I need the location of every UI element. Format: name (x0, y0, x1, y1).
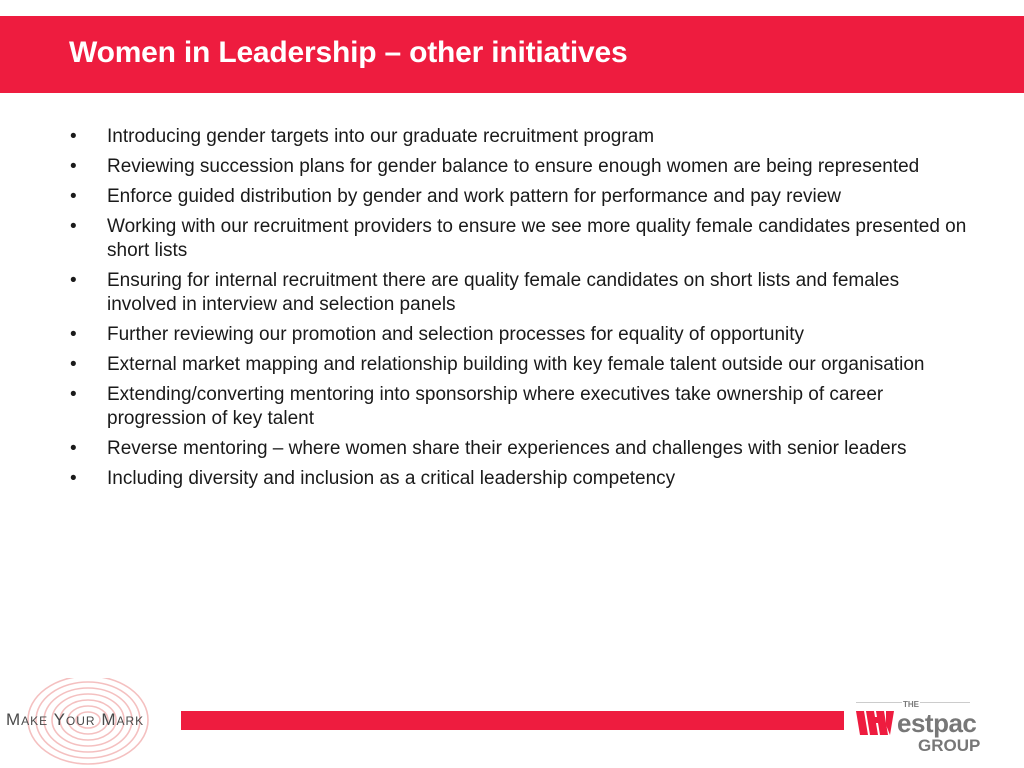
bullet-item (70, 125, 970, 149)
bullet-marker: • (70, 468, 77, 489)
logo-the-text: THE (903, 700, 919, 709)
bullet-item (70, 215, 970, 263)
bullet-marker: • (70, 384, 77, 405)
bullet-marker: • (70, 156, 77, 177)
westpac-w-icon (856, 711, 896, 735)
bullet-text: Extending/converting mentoring into sponsorship where executives take ownership of career progression of key talent (107, 384, 884, 429)
make-your-mark-text (6, 710, 144, 730)
bullet-marker: • (70, 324, 77, 345)
bullet-item (70, 185, 970, 209)
bullet-text: Enforce guided distribution by gender and work pattern for performance and pay review (107, 186, 842, 207)
bullet-marker: • (70, 126, 77, 147)
bullet-text: Introducing gender targets into our graduate recruitment program (107, 126, 655, 147)
bullet-marker: • (70, 216, 77, 237)
bullet-item (70, 437, 970, 461)
bullet-marker: • (70, 354, 77, 375)
bullet-text: Further reviewing our promotion and selection processes for equality of opportunity (107, 324, 805, 345)
bullet-item (70, 323, 970, 347)
bullet-item (70, 383, 970, 431)
bullet-marker: • (70, 270, 77, 291)
bullet-item (70, 155, 970, 179)
logo-group-text: GROUP (918, 736, 981, 755)
footer-red-bar (181, 711, 844, 730)
bullet-text: Reviewing succession plans for gender balance to ensure enough women are being represented (107, 156, 920, 177)
bullet-list (70, 125, 970, 497)
westpac-group-logo (856, 700, 981, 762)
bullet-text: Including diversity and inclusion as a critical leadership competency (107, 468, 676, 489)
bullet-text: Reverse mentoring – where women share their experiences and challenges with senior leaders (107, 438, 907, 459)
logo-brand-name: estpac (897, 708, 977, 738)
bullet-marker: • (70, 186, 77, 207)
bullet-text: Ensuring for internal recruitment there are quality female candidates on short lists and females involved in interview and selection panels (107, 270, 900, 315)
make-your-mark-label: Make Your Mark (6, 710, 145, 729)
slide-title: Women in Leadership – other initiatives (69, 36, 628, 69)
bullet-item (70, 269, 970, 317)
bullet-item (70, 467, 970, 491)
make-your-mark-logo (0, 678, 180, 768)
bullet-text: Working with our recruitment providers to ensure we see more quality female candidates presented on short lists (107, 216, 967, 261)
bullet-text: External market mapping and relationship building with key female talent outside our organisation (107, 354, 925, 375)
bullet-marker: • (70, 438, 77, 459)
bullet-item (70, 353, 970, 377)
